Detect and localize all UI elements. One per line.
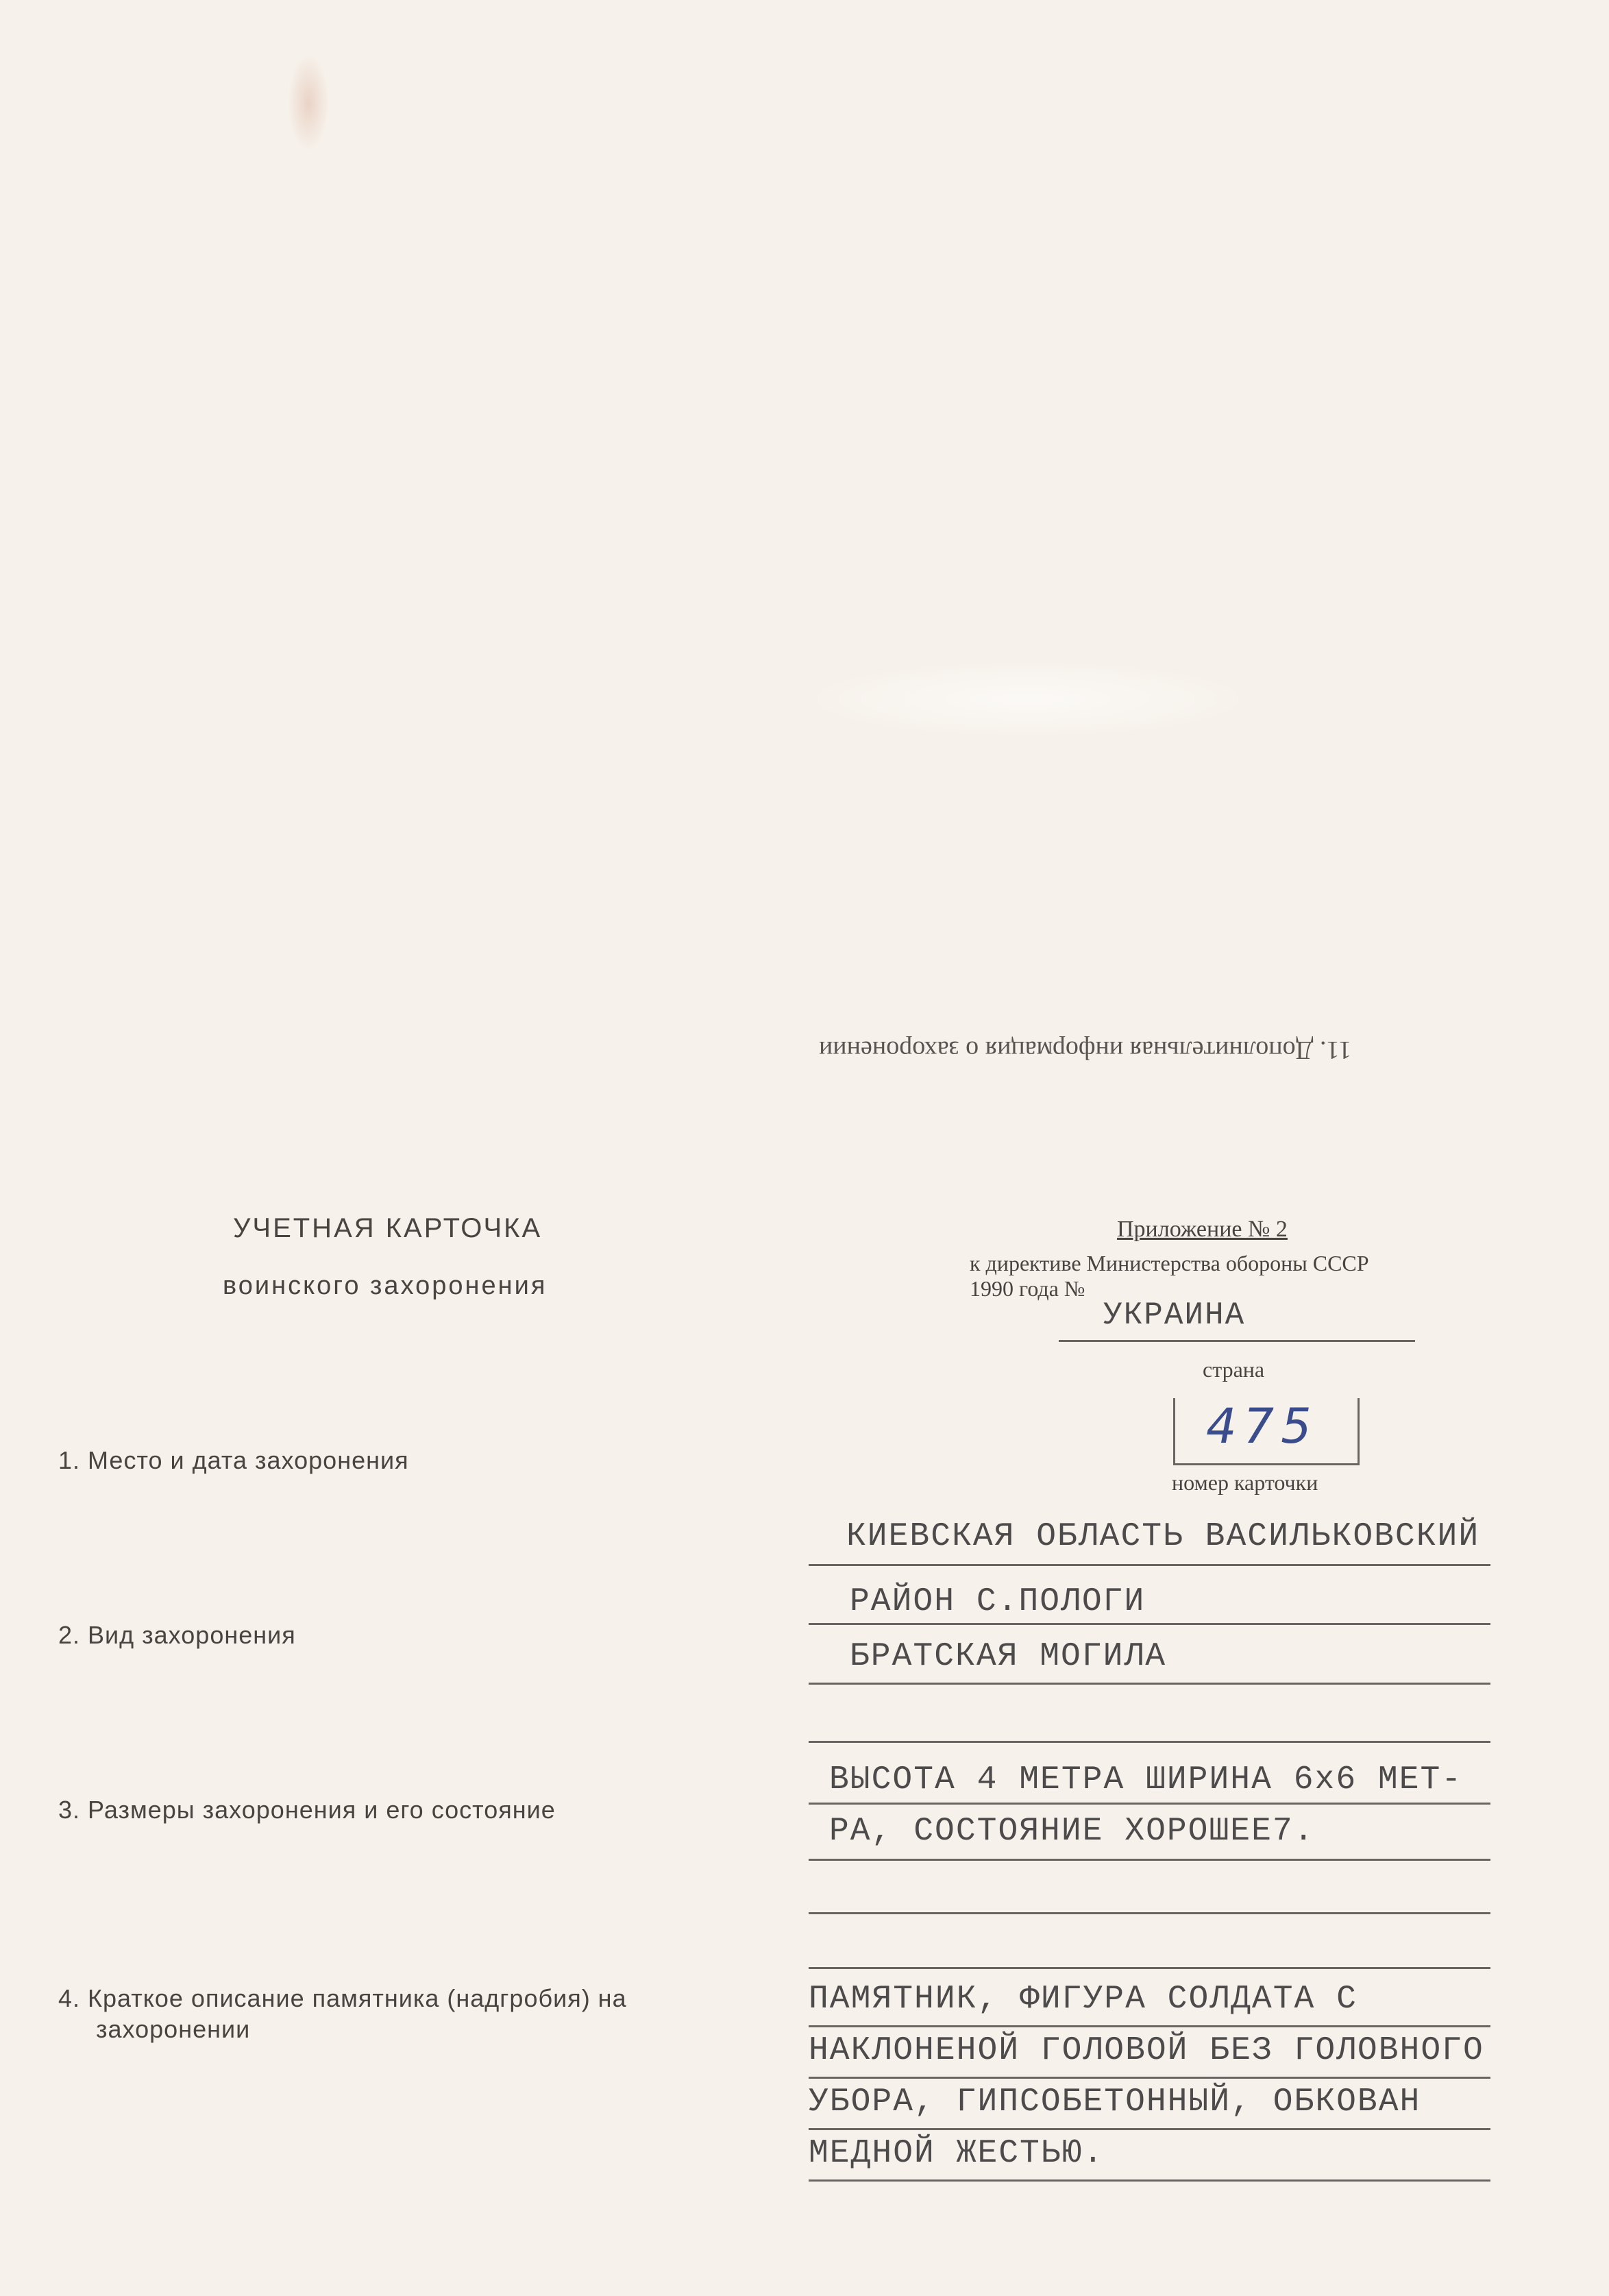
appendix-directive: к директиве Министерства обороны СССР — [970, 1251, 1369, 1275]
appendix-year: 1990 года № — [970, 1276, 1085, 1301]
field-underline — [809, 1683, 1490, 1685]
field-value-line: РАЙОН С.ПОЛОГИ — [850, 1583, 1146, 1620]
field-value-line: ПАМЯТНИК, ФИГУРА СОЛДАТА С — [809, 1981, 1358, 2018]
field-underline — [809, 2025, 1490, 2027]
country-value: УКРАИНА — [1103, 1297, 1246, 1333]
field-value-line: НАКЛОНЕНОЙ ГОЛОВОЙ БЕЗ ГОЛОВНОГО — [809, 2032, 1484, 2069]
field-value-line: РА, СОСТОЯНИЕ ХОРОШЕЕ7. — [829, 1813, 1315, 1850]
field-value-line: БРАТСКАЯ МОГИЛА — [850, 1638, 1167, 1675]
field-underline — [809, 1912, 1490, 1914]
country-caption: страна — [1203, 1357, 1265, 1382]
paper-stain — [788, 658, 1268, 740]
field-underline — [809, 1741, 1490, 1743]
field-underline — [809, 1803, 1490, 1805]
field-value-line: ВЫСОТА 4 МЕТРА ШИРИНА 6х6 МЕТ- — [829, 1761, 1463, 1798]
field-underline — [809, 1564, 1490, 1566]
field-underline — [809, 1967, 1490, 1969]
field-underline — [809, 1623, 1490, 1625]
field-value-line: УБОРА, ГИПСОБЕТОННЫЙ, ОБКОВАН — [809, 2084, 1421, 2121]
field-label-burial-type: 2. Вид захоронения — [58, 1621, 296, 1649]
field-underline — [809, 1859, 1490, 1861]
field-value-line: МЕДНОЙ ЖЕСТЬЮ. — [809, 2135, 1105, 2172]
field-underline — [809, 2077, 1490, 2079]
card-title: УЧЕТНАЯ КАРТОЧКА — [233, 1213, 543, 1243]
field-label-burial-size: 3. Размеры захоронения и его состояние — [58, 1796, 556, 1824]
card-subtitle: воинского захоронения — [223, 1271, 548, 1300]
appendix-label: Приложение № 2 — [1117, 1217, 1288, 1242]
card-number-value: 475 — [1206, 1398, 1318, 1454]
field-label-monument: 4. Краткое описание памятника (надгробия) на — [58, 1984, 627, 2012]
field-underline — [809, 2128, 1490, 2130]
card-number-caption: номер карточки — [1172, 1470, 1318, 1495]
field-label-burial-place: 1. Место и дата захоронения — [58, 1446, 409, 1474]
field-label-monument-cont: захоронении — [96, 2015, 251, 2043]
field-value-line: КИЕВСКАЯ ОБЛАСТЬ ВАСИЛЬКОВСКИЙ — [846, 1518, 1480, 1555]
paper-stain — [288, 55, 329, 151]
bleed-through-header: 11. Дополнительная информация о захоронении — [819, 1036, 1352, 1064]
country-underline — [1059, 1340, 1415, 1342]
field-underline — [809, 2179, 1490, 2182]
